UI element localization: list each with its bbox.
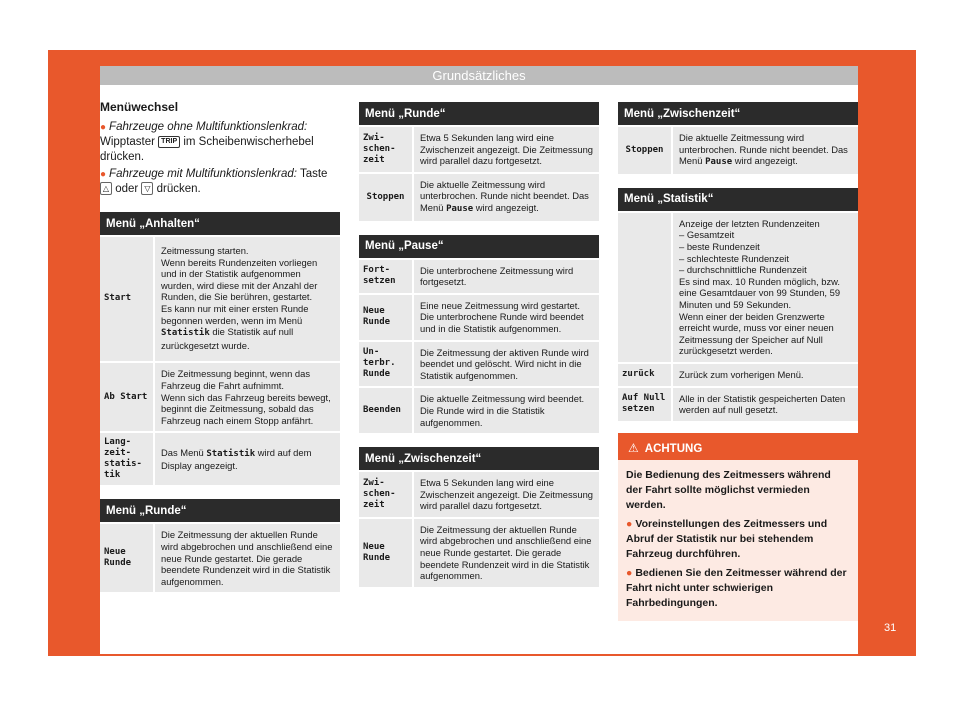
- menu-reference: Statistik: [206, 448, 256, 459]
- table-row: [359, 471, 599, 518]
- warning-item: ● Bedienen Sie den Zeitmesser während der Fahrt nicht unter schwierigen Fahrbedingungen.: [626, 566, 847, 609]
- table-row: [100, 236, 340, 362]
- table-row: [618, 212, 858, 363]
- menu-description: Die Zeitmessung der aktuellen Runde wird abgebrochen und anschließend eine neue Runde gestartet. Die gerade beendete Rundenzeit wird in die Statistik aufgenommen.: [413, 518, 599, 587]
- menu-key: Zwi-schen-zeit: [359, 471, 413, 518]
- table-row: [359, 126, 599, 173]
- table-row: [359, 259, 599, 294]
- menu-description: Alle in der Statistik gespeicherten Daten werden auf null gesetzt.: [672, 387, 858, 421]
- table-row: [359, 387, 599, 433]
- menu-key: Ab Start: [100, 362, 154, 432]
- table-row: [359, 294, 599, 341]
- menu-key: Neue Runde: [359, 518, 413, 587]
- table-pause: [359, 233, 599, 434]
- page-number: 31: [884, 622, 897, 634]
- menu-key: Fort-setzen: [359, 259, 413, 294]
- menu-reference: Statistik: [161, 328, 210, 339]
- table-row: [618, 126, 858, 174]
- menu-title: Menü „Zwischenzeit“: [359, 446, 599, 471]
- warning-text: Die Bedienung des Zeitmessers während der Fahrt sollte möglichst vermieden werden.: [626, 468, 831, 511]
- trip-button-icon: TRIP: [158, 136, 180, 148]
- column-middle: [359, 100, 599, 599]
- table-row: [100, 523, 340, 592]
- table-zwischenzeit-right: [618, 100, 858, 174]
- down-key-icon: ▽: [141, 182, 153, 195]
- table-runde-left: [100, 497, 340, 592]
- table-statistik: [618, 186, 858, 421]
- table-runde: [359, 100, 599, 221]
- bullet-icon: ●: [100, 169, 107, 180]
- menu-key: Stoppen: [618, 126, 672, 174]
- menu-key: Neue Runde: [359, 294, 413, 341]
- warning-body: [618, 460, 858, 621]
- menu-title: Menü „Zwischenzeit“: [618, 101, 858, 126]
- table-row: [618, 363, 858, 387]
- menu-title: Menü „Pause“: [359, 234, 599, 259]
- menu-key: Un-terbr. Runde: [359, 341, 413, 388]
- column-right: [618, 100, 858, 621]
- menu-key: [618, 212, 672, 363]
- table-anhalten: [100, 210, 340, 485]
- menu-key: Stoppen: [359, 173, 413, 221]
- menu-description: Etwa 5 Sekunden lang wird eine Zwischenzeit angezeigt. Die Zeitmessung wird parallel dazu fortgesetzt.: [413, 126, 599, 173]
- menu-description: Zeitmessung starten. Wenn bereits Rundenzeiten vorliegen und in der Statistik aufgenommen wurden, wird diese mit der Anzahl der Runden, die Sie berühren, gestartet. Es kann nur mit einer ersten Runde begonnen werden, wenn im Menü Statistik die Statistik auf null zurückgesetzt wurde.: [154, 236, 340, 362]
- warning-box: [618, 433, 858, 621]
- menu-description: Die aktuelle Zeitmessung wird unterbrochen. Runde nicht beendet. Das Menü Pause wird angezeigt.: [413, 173, 599, 221]
- menu-description: Zurück zum vorherigen Menü.: [672, 363, 858, 387]
- menu-description: Die Zeitmessung beginnt, wenn das Fahrzeug die Fahrt aufnimmt. Wenn sich das Fahrzeug bereits bewegt, beginnt die Zeitmessung, sobald das Fahrzeug nach einem Stopp anfährt.: [154, 362, 340, 432]
- bullet-icon: ●: [100, 122, 107, 133]
- section-header: Grundsätzliches: [100, 66, 858, 85]
- table-row: [359, 341, 599, 388]
- up-key-icon: △: [100, 182, 112, 195]
- intro-line-2: ● Fahrzeuge mit Multifunktionslenkrad: Taste △ oder ▽ drücken.: [100, 168, 328, 195]
- menu-title: Menü „Statistik“: [618, 187, 858, 212]
- menu-description: Anzeige der letzten Rundenzeiten – Gesamtzeit – beste Rundenzeit – schlechteste Rundenzeit – durchschnittliche Rundenzeit Es sind max. 10 Runden möglich, bzw. eine Gesamtdauer von 99 Stunden, 59 Minuten und 59 Sekunden. Wenn einer der beiden Grenzwerte erreicht wurde, muss vor einer neuen Zeitmessung der Speicher auf Null zurückgesetzt werden.: [672, 212, 858, 363]
- menu-key: Lang-zeit-statis-tik: [100, 432, 154, 485]
- menu-description: Das Menü Statistik wird auf dem Display angezeigt.: [154, 432, 340, 485]
- menu-title: Menü „Runde“: [359, 101, 599, 126]
- warning-header: ⚠ ACHTUNG: [618, 436, 858, 460]
- menu-reference: Pause: [446, 203, 474, 214]
- menu-key: Beenden: [359, 387, 413, 433]
- table-row: [359, 518, 599, 587]
- menu-key: Auf Null setzen: [618, 387, 672, 421]
- menu-description: Die Zeitmessung der aktuellen Runde wird abgebrochen und anschließend eine neue Runde gestartet. Die gerade beendete Rundenzeit wird in die Statistik aufgenommen.: [154, 523, 340, 592]
- menu-key: Start: [100, 236, 154, 362]
- menu-description: Die Zeitmessung der aktiven Runde wird beendet und gelöscht. Wird nicht in die Statistik aufgenommen.: [413, 341, 599, 388]
- table-row: [359, 173, 599, 221]
- menu-title: Menü „Runde“: [100, 498, 340, 523]
- menu-key: Zwi-schen-zeit: [359, 126, 413, 173]
- table-row: [100, 432, 340, 485]
- menu-description: Die unterbrochene Zeitmessung wird fortgesetzt.: [413, 259, 599, 294]
- table-row: [100, 362, 340, 432]
- bullet-icon: ●: [626, 517, 633, 530]
- table-zwischenzeit: [359, 445, 599, 587]
- menu-reference: Pause: [705, 157, 733, 168]
- menu-description: Die aktuelle Zeitmessung wird unterbrochen. Runde nicht beendet. Das Menü Pause wird angezeigt.: [672, 126, 858, 174]
- bullet-icon: ●: [626, 566, 633, 579]
- menu-description: Eine neue Zeitmessung wird gestartet. Die unterbrochene Runde wird beendet und in die Statistik aufgenommen.: [413, 294, 599, 341]
- menu-description: Die aktuelle Zeitmessung wird beendet. Die Runde wird in die Statistik aufgenommen.: [413, 387, 599, 433]
- menu-description: Etwa 5 Sekunden lang wird eine Zwischenzeit angezeigt. Die Zeitmessung wird parallel dazu fortgesetzt.: [413, 471, 599, 518]
- column-left: [100, 100, 340, 604]
- intro-line-1: ● Fahrzeuge ohne Multifunktionslenkrad: Wipptaster TRIP im Scheibenwischerhebel drücken.: [100, 121, 314, 163]
- menu-key: zurück: [618, 363, 672, 387]
- warning-item: ● Voreinstellungen des Zeitmessers und Abruf der Statistik nur bei stehendem Fahrzeug durchführen.: [626, 517, 828, 560]
- table-row: [618, 387, 858, 421]
- intro-title: Menüwechsel: [100, 100, 179, 114]
- menu-title: Menü „Anhalten“: [100, 211, 340, 236]
- warning-triangle-icon: ⚠: [628, 440, 639, 455]
- menu-key: Neue Runde: [100, 523, 154, 592]
